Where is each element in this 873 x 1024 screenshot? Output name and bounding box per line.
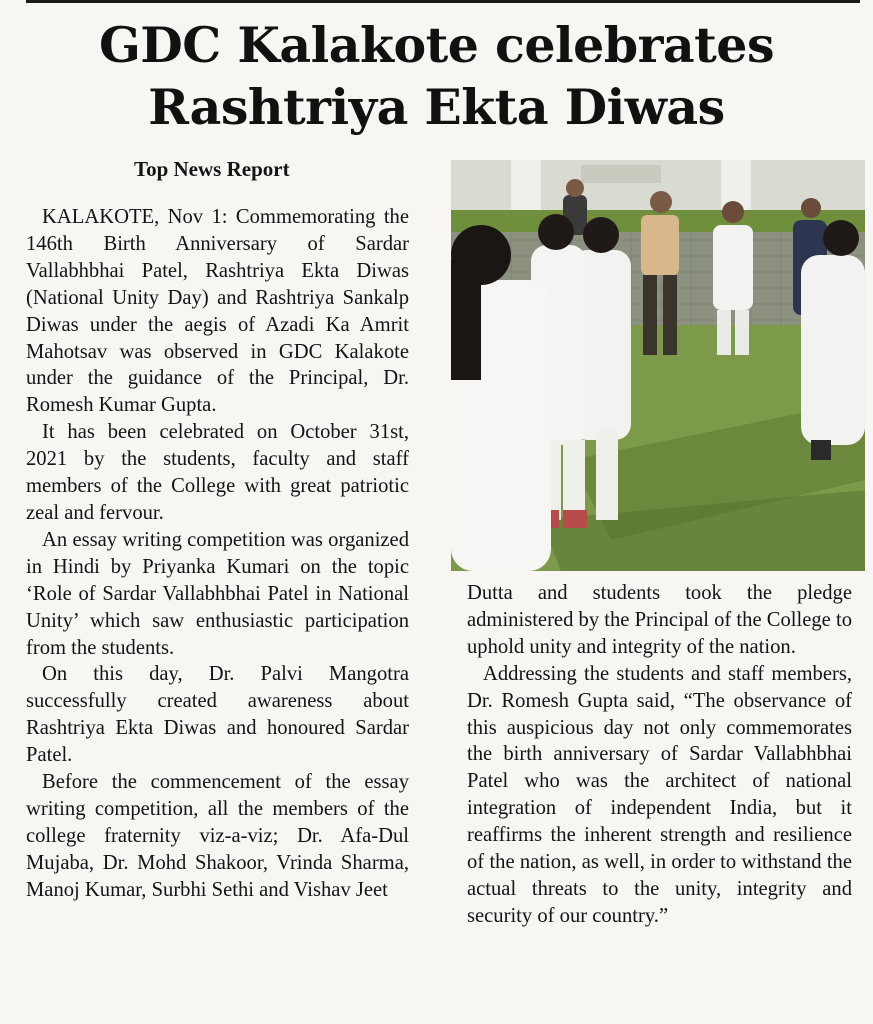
- paragraph: An essay writing competition was organized in Hindi by Priyanka Kumari on the topic ‘Role of Sardar Vallabhbhai Patel in National Unity’ which saw enthusiastic participation from the students.: [26, 528, 409, 659]
- headline-line-1: GDC Kalakote celebrates: [98, 16, 775, 74]
- headline-line-2: Rashtriya Ekta Diwas: [148, 78, 725, 136]
- paragraph: Before the commencement of the essay writing competition, all the members of the college fraternity viz-a-viz; Dr. Afa-Dul Mujaba, Dr. Mohd Shakoor, Vrinda Sharma, Manoj Kumar, Surbhi Sethi and Vishav Jeet: [26, 771, 409, 901]
- headline: [0, 14, 873, 138]
- paragraph: KALAKOTE, Nov 1: Commemorating the 146th Birth Anniversary of Sardar Vallabhbhai Patel, Rashtriya Ekta Diwas (National Unity Day) and Rashtriya Sankalp Diwas under the aegis of Azadi Ka Amrit Mahotsav was observed in GDC Kalakote under the guidance of the Principal, Dr. Romesh Kumar Gupta.: [26, 206, 409, 417]
- paragraph: Dutta and students took the pledge administered by the Principal of the College to uphold unity and integrity of the nation.: [467, 582, 852, 658]
- paragraph: On this day, Dr. Palvi Mangotra successfully created awareness about Rashtriya Ekta Diwas and honoured Sardar Patel.: [26, 663, 409, 767]
- paragraph: It has been celebrated on October 31st, 2021 by the students, faculty and staff members of the College with great patriotic zeal and fervour.: [26, 421, 409, 524]
- byline: Top News Report: [134, 157, 290, 181]
- article-column-left: [26, 204, 409, 904]
- pledge-ceremony-photo: [451, 160, 865, 571]
- paragraph: Addressing the students and staff members, Dr. Romesh Gupta said, “The observance of this auspicious day not only commemorates the birth anniversary of Sardar Vallabhbhai Patel who was the architect of national integration of independent India, but it reaffirms the inherent strength and resilience of the nation, as well, in order to withstand the actual threats to the unity, integrity and security of our country.”: [467, 662, 852, 927]
- article-column-right: [467, 580, 852, 930]
- top-rule: [26, 0, 860, 3]
